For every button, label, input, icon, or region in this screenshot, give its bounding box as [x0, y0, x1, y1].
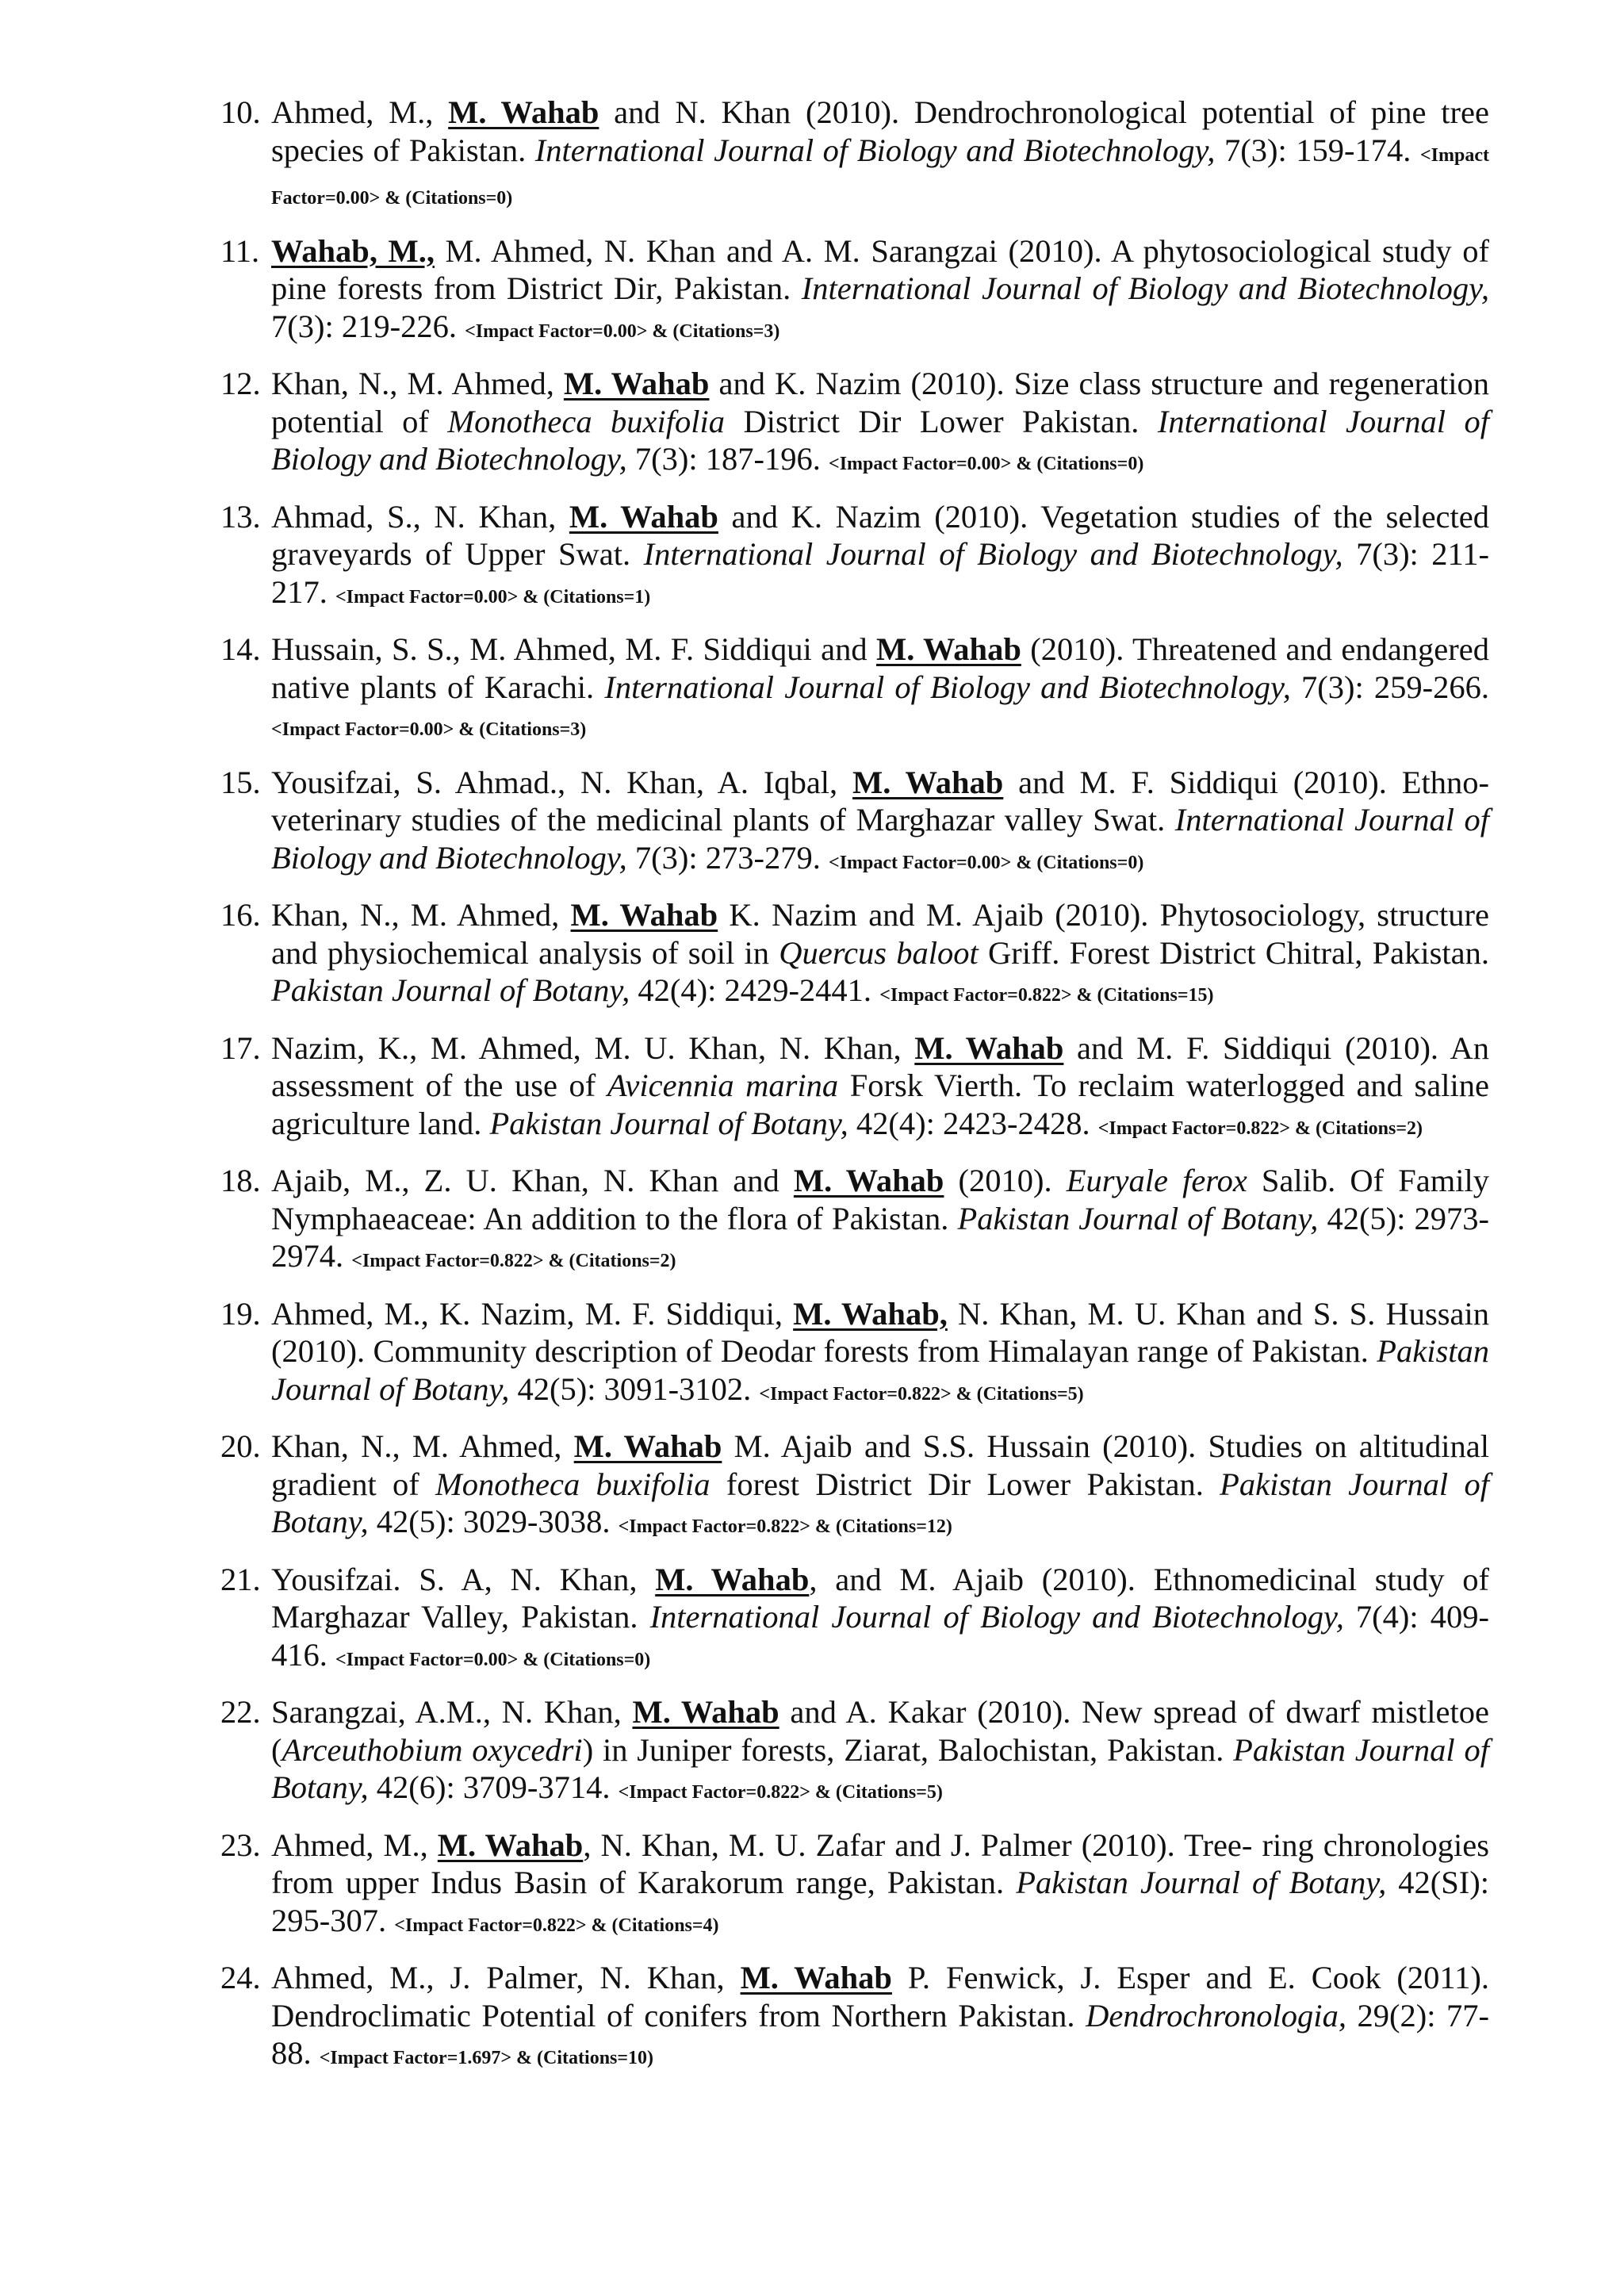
italic-text: Monotheca buxifolia	[447, 403, 726, 439]
citation-text: Forsk Vierth. To reclaim waterlogged and saline agriculture land.	[271, 1068, 1489, 1141]
citation-text: 42(5): 3091-3102.	[509, 1370, 760, 1407]
italic-text: Arceuthobium oxycedri	[282, 1731, 583, 1768]
citation-text: Yousifzai. S. A, N. Khan,	[271, 1561, 656, 1597]
publication-number: 23.	[220, 1826, 261, 1863]
citation-text: (2010).	[944, 1163, 1067, 1198]
italic-text: Monotheca buxifolia	[435, 1466, 710, 1502]
citation-text: 7(3): 273-279.	[626, 839, 829, 876]
citation-text: N. Khan, M. U. Khan and S. S. Hussain (2010). Community description of Deodar forests from Himalayan range of Pakistan.	[271, 1295, 1489, 1369]
publication-number: 17.	[220, 1029, 261, 1066]
italic-text: Quercus baloot	[779, 934, 979, 971]
impact-citation-metrics: <Impact Factor=0.00> & (Citations=0)	[829, 454, 1144, 474]
publication-number: 11.	[220, 232, 260, 269]
citation-text: , N. Khan, M. U. Zafar and J. Palmer (2010). Tree- ring chronologies from upper Indus Basin of Karakorum range, Pakistan.	[271, 1826, 1490, 1900]
citation-text: Sarangzai, A.M., N. Khan,	[271, 1694, 633, 1730]
highlighted-author: M. Wahab	[632, 1694, 779, 1730]
citation-text: and M. F. Siddiqui (2010). Ethno-veterinary studies of the medicinal plants of Marghazar valley Swat.	[271, 764, 1489, 838]
italic-text: International Journal of Biology and Biotechnology,	[643, 536, 1343, 572]
italic-text: Pakistan Journal of Botany,	[271, 1466, 1489, 1539]
italic-text: International Journal of Biology and Biotechnology,	[534, 132, 1216, 168]
impact-citation-metrics: <Impact Factor=0.822> & (Citations=12)	[618, 1516, 952, 1537]
citation-text: and K. Nazim (2010). Size class structure and regeneration potential of	[271, 366, 1489, 439]
citation-text: 7(4): 409-416.	[271, 1599, 1489, 1673]
publication-number: 24.	[220, 1960, 261, 1995]
italic-text: Pakistan Journal of Botany,	[957, 1200, 1319, 1236]
citation-text: Khan, N., M. Ahmed,	[271, 897, 571, 933]
citation-text: P. Fenwick, J. Esper and E. Cook (2011). Dendroclimatic Potential of conifers from Northern Pakistan.	[271, 1960, 1489, 2033]
publication-entry	[220, 1693, 1489, 1812]
publication-number: 20.	[220, 1428, 261, 1464]
highlighted-author: M. Wahab	[852, 764, 1004, 800]
impact-citation-metrics: <Impact Factor=0.822> & (Citations=5)	[759, 1383, 1084, 1405]
impact-citation-metrics: <Impact Factor=0.00> & (Citations=0)	[829, 852, 1144, 873]
impact-citation-metrics: <Impact Factor=0.00> & (Citations=1)	[335, 586, 651, 608]
impact-citation-metrics: <Impact Factor=0.822> & (Citations=15)	[879, 985, 1214, 1006]
publication-entry	[220, 1162, 1489, 1281]
citation-text: K. Nazim and M. Ajaib (2010). Phytosociology, structure and physiochemical analysis of soil in	[271, 897, 1489, 971]
impact-citation-metrics: <Impact Factor=1.697> & (Citations=10)	[319, 2048, 654, 2068]
highlighted-author: M. Wahab	[876, 631, 1021, 667]
citation-text: Hussain, S. S., M. Ahmed, M. F. Siddiqui and	[271, 631, 877, 667]
citation-text: forest District Dir Lower Pakistan.	[710, 1466, 1220, 1502]
publication-entry	[220, 631, 1489, 749]
impact-citation-metrics: <Impact Factor=0.00> & (Citations=3)	[465, 320, 780, 342]
publication-number: 12.	[220, 366, 261, 401]
impact-citation-metrics: <Impact Factor=0.822> & (Citations=2)	[351, 1251, 676, 1271]
italic-text: Pakistan Journal of Botany,	[271, 972, 630, 1008]
citation-text: 7(3): 211-217.	[271, 536, 1489, 610]
highlighted-author: M. Wahab	[569, 498, 718, 535]
citation-text: 29(2): 77-88.	[271, 1997, 1489, 2071]
citation-text: Khan, N., M. Ahmed,	[271, 1428, 574, 1464]
highlighted-author: M. Wahab	[655, 1561, 810, 1597]
citation-text: Ahmad, S., N. Khan,	[271, 498, 569, 535]
italic-text: International Journal of Biology and Biotechnology,	[271, 802, 1489, 876]
publication-entry	[220, 764, 1489, 883]
highlighted-author: M. Wahab	[448, 94, 599, 130]
highlighted-author: M. Wahab	[573, 1428, 722, 1464]
citation-text: 42(6): 3709-3714.	[368, 1769, 619, 1805]
italic-text: International Journal of Biology and Biotechnology,	[604, 669, 1291, 705]
citation-text: M. Ahmed, N. Khan and A. M. Sarangzai (2010). A phytosociological study of pine forests from District Dir, Pakistan.	[271, 232, 1489, 306]
italic-text: Euryale ferox	[1066, 1163, 1247, 1198]
publication-number: 21.	[220, 1561, 261, 1597]
publication-entry	[220, 1428, 1489, 1547]
citation-text: Ahmed, M.,	[271, 94, 449, 130]
citation-text: Ahmed, M., J. Palmer, N. Khan,	[271, 1960, 741, 1995]
publication-number: 19.	[220, 1295, 261, 1332]
publication-entry	[220, 1561, 1489, 1680]
citation-text: Yousifzai, S. Ahmad., N. Khan, A. Iqbal,	[271, 764, 853, 800]
citation-text: Ahmed, M., K. Nazim, M. F. Siddiqui,	[271, 1295, 794, 1332]
publication-list	[220, 94, 1489, 2092]
highlighted-author: M. Wahab,	[793, 1295, 948, 1332]
citation-text: M. Ajaib and S.S. Hussain (2010). Studies on altitudinal gradient of	[271, 1428, 1489, 1502]
highlighted-author: M. Wahab	[570, 897, 718, 933]
publication-entry	[220, 498, 1489, 617]
highlighted-author: Wahab, M.,	[271, 232, 435, 269]
citation-text: 42(SI): 295-307.	[271, 1865, 1489, 1938]
highlighted-author: M. Wahab	[437, 1826, 584, 1863]
publication-number: 16.	[220, 897, 261, 933]
citation-text: 7(3): 259-266.	[1290, 669, 1489, 705]
highlighted-author: M. Wahab	[914, 1029, 1064, 1066]
italic-text: International Journal of Biology and Biotechnology,	[801, 270, 1489, 306]
citation-text: and K. Nazim (2010). Vegetation studies of the selected graveyards of Upper Swat.	[271, 498, 1489, 572]
italic-text: Pakistan Journal of Botany,	[1016, 1865, 1387, 1900]
impact-citation-metrics: <Impact Factor=0.822> & (Citations=2)	[1097, 1117, 1423, 1139]
publication-number: 18.	[220, 1163, 261, 1198]
citation-text: 7(3): 187-196.	[626, 441, 829, 477]
citation-text: and N. Khan (2010). Dendrochronological potential of pine tree species of Pakistan.	[271, 94, 1489, 168]
citation-text: Salib. Of Family Nymphaeaceae: An addition to the flora of Pakistan.	[271, 1163, 1489, 1236]
citation-text: ) in Juniper forests, Ziarat, Balochistan, Pakistan.	[582, 1731, 1234, 1768]
publication-entry	[220, 1826, 1489, 1945]
highlighted-author: M. Wahab	[563, 366, 710, 401]
italic-text: Pakistan Journal of Botany,	[271, 1333, 1489, 1407]
publication-number: 15.	[220, 764, 261, 800]
publication-number: 14.	[220, 631, 261, 667]
italic-text: International Journal of Biology and Biotechnology,	[271, 403, 1489, 477]
highlighted-author: M. Wahab	[793, 1163, 944, 1198]
citation-text: 42(5): 2973-2974.	[271, 1200, 1489, 1274]
citation-text: Nazim, K., M. Ahmed, M. U. Khan, N. Khan,	[271, 1029, 915, 1066]
publication-entry	[220, 232, 1489, 351]
italic-text: Pakistan Journal of Botany,	[271, 1731, 1489, 1805]
publication-number: 13.	[220, 498, 261, 535]
impact-citation-metrics: <Impact Factor=0.00> & (Citations=0)	[271, 144, 1489, 209]
citation-text: and M. F. Siddiqui (2010). An assessment of the use of	[271, 1029, 1489, 1103]
citation-text: 42(4): 2423-2428.	[848, 1105, 1098, 1141]
italic-text: Pakistan Journal of Botany,	[489, 1105, 848, 1141]
publication-entry	[220, 94, 1489, 218]
citation-text: Ajaib, M., Z. U. Khan, N. Khan and	[271, 1163, 794, 1198]
publication-number: 10.	[220, 94, 261, 130]
publication-entry	[220, 896, 1489, 1015]
citation-text: (2010). Threatened and endangered native plants of Karachi.	[271, 631, 1489, 705]
citation-text: 7(3): 219-226.	[271, 308, 465, 344]
highlighted-author: M. Wahab	[740, 1960, 892, 1995]
citation-text: 42(5): 3029-3038.	[368, 1504, 619, 1539]
publication-number: 22.	[220, 1694, 261, 1730]
publication-entry	[220, 1959, 1489, 2078]
impact-citation-metrics: <Impact Factor=0.822> & (Citations=5)	[618, 1782, 943, 1803]
italic-text: International Journal of Biology and Biotechnology,	[649, 1599, 1344, 1635]
italic-text: Avicennia marina	[607, 1068, 839, 1103]
impact-citation-metrics: <Impact Factor=0.00> & (Citations=3)	[271, 719, 587, 740]
citation-text: Ahmed, M.,	[271, 1826, 438, 1863]
citation-text: and A. Kakar (2010). New spread of dwarf mistletoe (	[271, 1694, 1489, 1768]
citation-text: Griff. Forest District Chitral, Pakistan.	[978, 934, 1489, 971]
citation-text: 42(4): 2429-2441.	[630, 972, 880, 1008]
publication-entry	[220, 365, 1489, 484]
citation-text: District Dir Lower Pakistan.	[725, 403, 1158, 439]
citation-text: 7(3): 159-174.	[1215, 132, 1420, 168]
publication-entry	[220, 1295, 1489, 1414]
citation-text: Khan, N., M. Ahmed,	[271, 366, 564, 401]
italic-text: Dendrochronologia,	[1086, 1997, 1346, 2033]
citation-text: , and M. Ajaib (2010). Ethnomedicinal study of Marghazar Valley, Pakistan.	[271, 1561, 1489, 1635]
impact-citation-metrics: <Impact Factor=0.00> & (Citations=0)	[335, 1649, 651, 1670]
impact-citation-metrics: <Impact Factor=0.822> & (Citations=4)	[394, 1915, 719, 1936]
publication-entry	[220, 1029, 1489, 1148]
